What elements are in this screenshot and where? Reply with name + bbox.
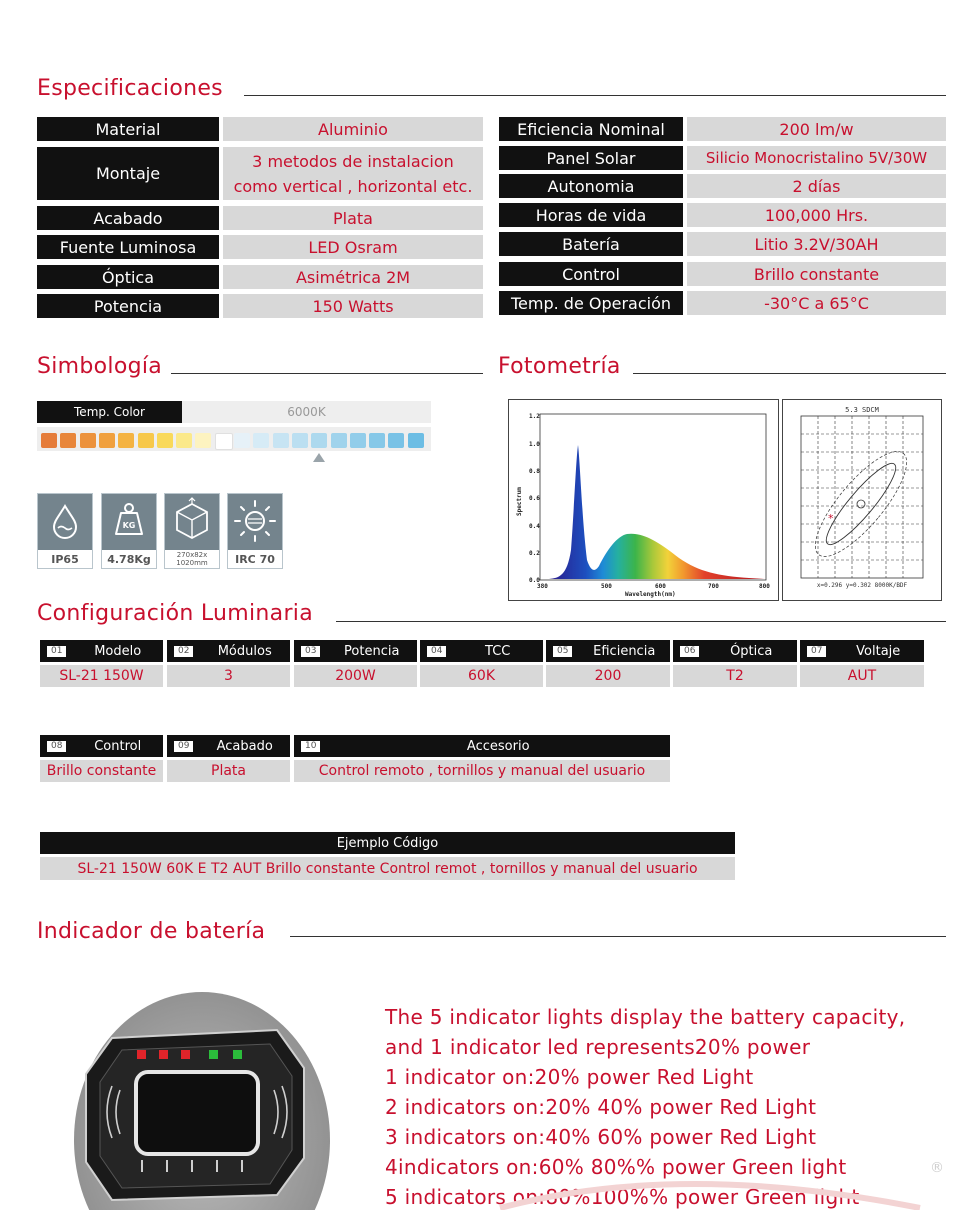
color-swatch <box>350 433 366 448</box>
config-number: 03 <box>301 646 320 657</box>
section-title-photometry: Fotometría <box>498 354 621 379</box>
spec-label-temp: Temp. de Operación <box>499 291 683 315</box>
color-swatch <box>408 433 424 448</box>
spec-label-control: Control <box>499 262 683 286</box>
battery-text-line-6: 4indicators on:60% 80%% power Green light <box>385 1155 847 1179</box>
config-value: 60K <box>420 665 543 687</box>
dimension-icon <box>165 494 219 550</box>
section-title-config: Configuración Luminaria <box>37 601 313 626</box>
color-swatch <box>80 433 96 448</box>
drop-icon <box>38 494 92 550</box>
config-label: Potencia <box>344 643 400 659</box>
battery-text-line-2: and 1 indicator led represents20% power <box>385 1035 811 1059</box>
config-header <box>294 640 417 662</box>
spectrum-xtick: 380 <box>537 583 548 590</box>
color-swatch <box>331 433 347 448</box>
spec-label-eficiencia: Eficiencia Nominal <box>499 117 683 141</box>
config-label: TCC <box>485 643 511 659</box>
spec-label-bateria: Batería <box>499 232 683 256</box>
spec-label-material: Material <box>37 117 219 141</box>
spec-value-panel: Silicio Monocristalino 5V/30W <box>687 146 946 170</box>
spec-value-horas: 100,000 Hrs. <box>687 203 946 227</box>
registered-mark: ® <box>930 1160 944 1176</box>
section-title-symbology: Simbología <box>37 354 163 379</box>
dimension-badge <box>164 493 220 569</box>
svg-text:KG: KG <box>122 521 136 530</box>
config-header <box>40 735 163 757</box>
config-label: Control <box>94 738 142 754</box>
battery-indicator-image <box>72 990 332 1210</box>
battery-text-line-5: 3 indicators on:40% 60% power Red Light <box>385 1125 817 1149</box>
watermark-swoosh <box>480 1150 950 1210</box>
section-divider <box>171 373 483 374</box>
spectrum-ytick: 0.4 <box>529 523 540 530</box>
spectrum-xtick: 700 <box>708 583 719 590</box>
color-swatch <box>157 433 173 448</box>
spectrum-ytick: 0.0 <box>529 577 540 584</box>
color-swatch <box>273 433 289 448</box>
config-value: SL-21 150W <box>40 665 163 687</box>
config-value: Plata <box>167 760 290 782</box>
config-value: Control remoto , tornillos y manual del usuario <box>294 760 670 782</box>
config-number: 02 <box>174 646 193 657</box>
spec-value-autonomia: 2 días <box>687 174 946 198</box>
irc-icon <box>228 494 282 550</box>
config-value: 200 <box>546 665 670 687</box>
spectrum-chart <box>508 399 779 601</box>
example-code-label: Ejemplo Código <box>336 835 439 851</box>
temp-color-value: 6000K <box>182 401 431 423</box>
config-label: Módulos <box>217 643 272 659</box>
config-label: Acabado <box>216 738 273 754</box>
section-divider <box>244 95 946 96</box>
config-number: 07 <box>807 646 826 657</box>
config-value: T2 <box>673 665 797 687</box>
config-value: 200W <box>294 665 417 687</box>
spectrum-ylabel: Spectrum <box>516 487 523 516</box>
battery-text-line-4: 2 indicators on:20% 40% power Red Light <box>385 1095 817 1119</box>
color-marker-icon <box>313 453 325 462</box>
cie-chart <box>782 399 942 601</box>
config-number: 05 <box>553 646 572 657</box>
color-swatch <box>234 433 250 448</box>
dimension-label-line2: 1020mm <box>176 559 208 567</box>
config-label: Voltaje <box>856 643 901 659</box>
config-header <box>800 640 924 662</box>
config-header <box>294 735 670 757</box>
color-swatch <box>41 433 57 448</box>
ip-rating-badge <box>37 493 93 569</box>
spec-label-panel: Panel Solar <box>499 146 683 170</box>
spec-value-montaje <box>223 147 483 200</box>
irc-label: IRC 70 <box>235 552 275 566</box>
config-number: 09 <box>174 741 193 752</box>
spec-value-bateria: Litio 3.2V/30AH <box>687 232 946 256</box>
spec-label-montaje: Montaje <box>37 147 219 200</box>
ip-rating-label: IP65 <box>51 552 79 566</box>
color-swatch <box>388 433 404 448</box>
cie-title: 5.3 SDCM <box>845 406 879 414</box>
dimension-label-line1: 270x82x <box>176 551 208 559</box>
spec-label-autonomia: Autonomia <box>499 174 683 198</box>
spec-value-temp: -30°C a 65°C <box>687 291 946 315</box>
config-label: Eficiencia <box>593 643 656 659</box>
spectrum-ytick: 1.0 <box>529 441 540 448</box>
spec-value-control: Brillo constante <box>687 262 946 286</box>
weight-icon <box>102 494 156 550</box>
spectrum-ytick: 0.6 <box>529 495 540 502</box>
weight-badge <box>101 493 157 569</box>
spec-value-montaje-line1: 3 metodos de instalacion <box>252 151 454 171</box>
spectrum-ytick: 1.2 <box>529 413 540 420</box>
config-header <box>167 735 290 757</box>
section-title-specs: Especificaciones <box>37 76 223 101</box>
spec-value-potencia: 150 Watts <box>223 294 483 318</box>
config-value: 3 <box>167 665 290 687</box>
example-code-header <box>40 832 735 854</box>
spectrum-xlabel: Wavelength(nm) <box>625 591 676 598</box>
config-number: 06 <box>680 646 699 657</box>
temp-color-label: Temp. Color <box>37 401 182 423</box>
spec-value-montaje-line2: como vertical , horizontal etc. <box>233 176 473 196</box>
battery-text-line-7: 5 indicators on:80%100%% power Green light <box>385 1185 860 1209</box>
spec-label-horas: Horas de vida <box>499 203 683 227</box>
color-swatch <box>292 433 308 448</box>
section-divider <box>290 936 946 937</box>
spec-label-optica: Óptica <box>37 265 219 289</box>
dimension-label <box>165 550 219 568</box>
battery-text-line-3: 1 indicator on:20% power Red Light <box>385 1065 754 1089</box>
color-swatch <box>118 433 134 448</box>
example-code-value: SL-21 150W 60K E T2 AUT Brillo constante Control remot , tornillos y manual del usuario <box>40 857 735 880</box>
spec-value-optica: Asimétrica 2M <box>223 265 483 289</box>
config-header <box>167 640 290 662</box>
battery-text-line-1: The 5 indicator lights display the battery capacity, <box>385 1005 906 1029</box>
cie-footer: x=0.296 y=0.302 8000K/BDF <box>816 582 908 589</box>
spec-value-fuente: LED Osram <box>223 235 483 259</box>
color-swatch <box>311 433 327 448</box>
color-swatch <box>138 433 154 448</box>
section-divider <box>336 621 946 622</box>
section-title-battery: Indicador de batería <box>37 919 266 944</box>
color-swatch <box>215 433 233 450</box>
spec-value-material: Aluminio <box>223 117 483 141</box>
svg-text:*: * <box>828 512 834 525</box>
spec-label-fuente: Fuente Luminosa <box>37 235 219 259</box>
irc-badge <box>227 493 283 569</box>
spec-label-acabado: Acabado <box>37 206 219 230</box>
config-number: 08 <box>47 741 66 752</box>
spec-label-potencia: Potencia <box>37 294 219 318</box>
config-header <box>673 640 797 662</box>
weight-label: 4.78Kg <box>107 552 151 566</box>
spec-value-acabado: Plata <box>223 206 483 230</box>
section-divider <box>633 373 946 374</box>
spectrum-xtick: 500 <box>601 583 612 590</box>
color-swatch <box>176 433 192 448</box>
spectrum-xtick: 800 <box>759 583 770 590</box>
color-swatch <box>369 433 385 448</box>
config-header <box>420 640 543 662</box>
spectrum-ytick: 0.8 <box>529 468 540 475</box>
color-swatch <box>253 433 269 448</box>
spectrum-ytick: 0.2 <box>529 550 540 557</box>
color-swatch <box>60 433 76 448</box>
config-label: Óptica <box>730 643 773 659</box>
config-number: 04 <box>427 646 446 657</box>
spec-value-eficiencia: 200 lm/w <box>687 117 946 141</box>
config-header <box>546 640 670 662</box>
config-number: 10 <box>301 741 320 752</box>
spectrum-xtick: 600 <box>655 583 666 590</box>
config-header <box>40 640 163 662</box>
color-swatch <box>195 433 211 448</box>
config-label: Accesorio <box>466 738 530 754</box>
config-label: Modelo <box>94 643 142 659</box>
config-value: AUT <box>800 665 924 687</box>
color-swatch <box>99 433 115 448</box>
config-value: Brillo constante <box>40 760 163 782</box>
config-number: 01 <box>47 646 66 657</box>
